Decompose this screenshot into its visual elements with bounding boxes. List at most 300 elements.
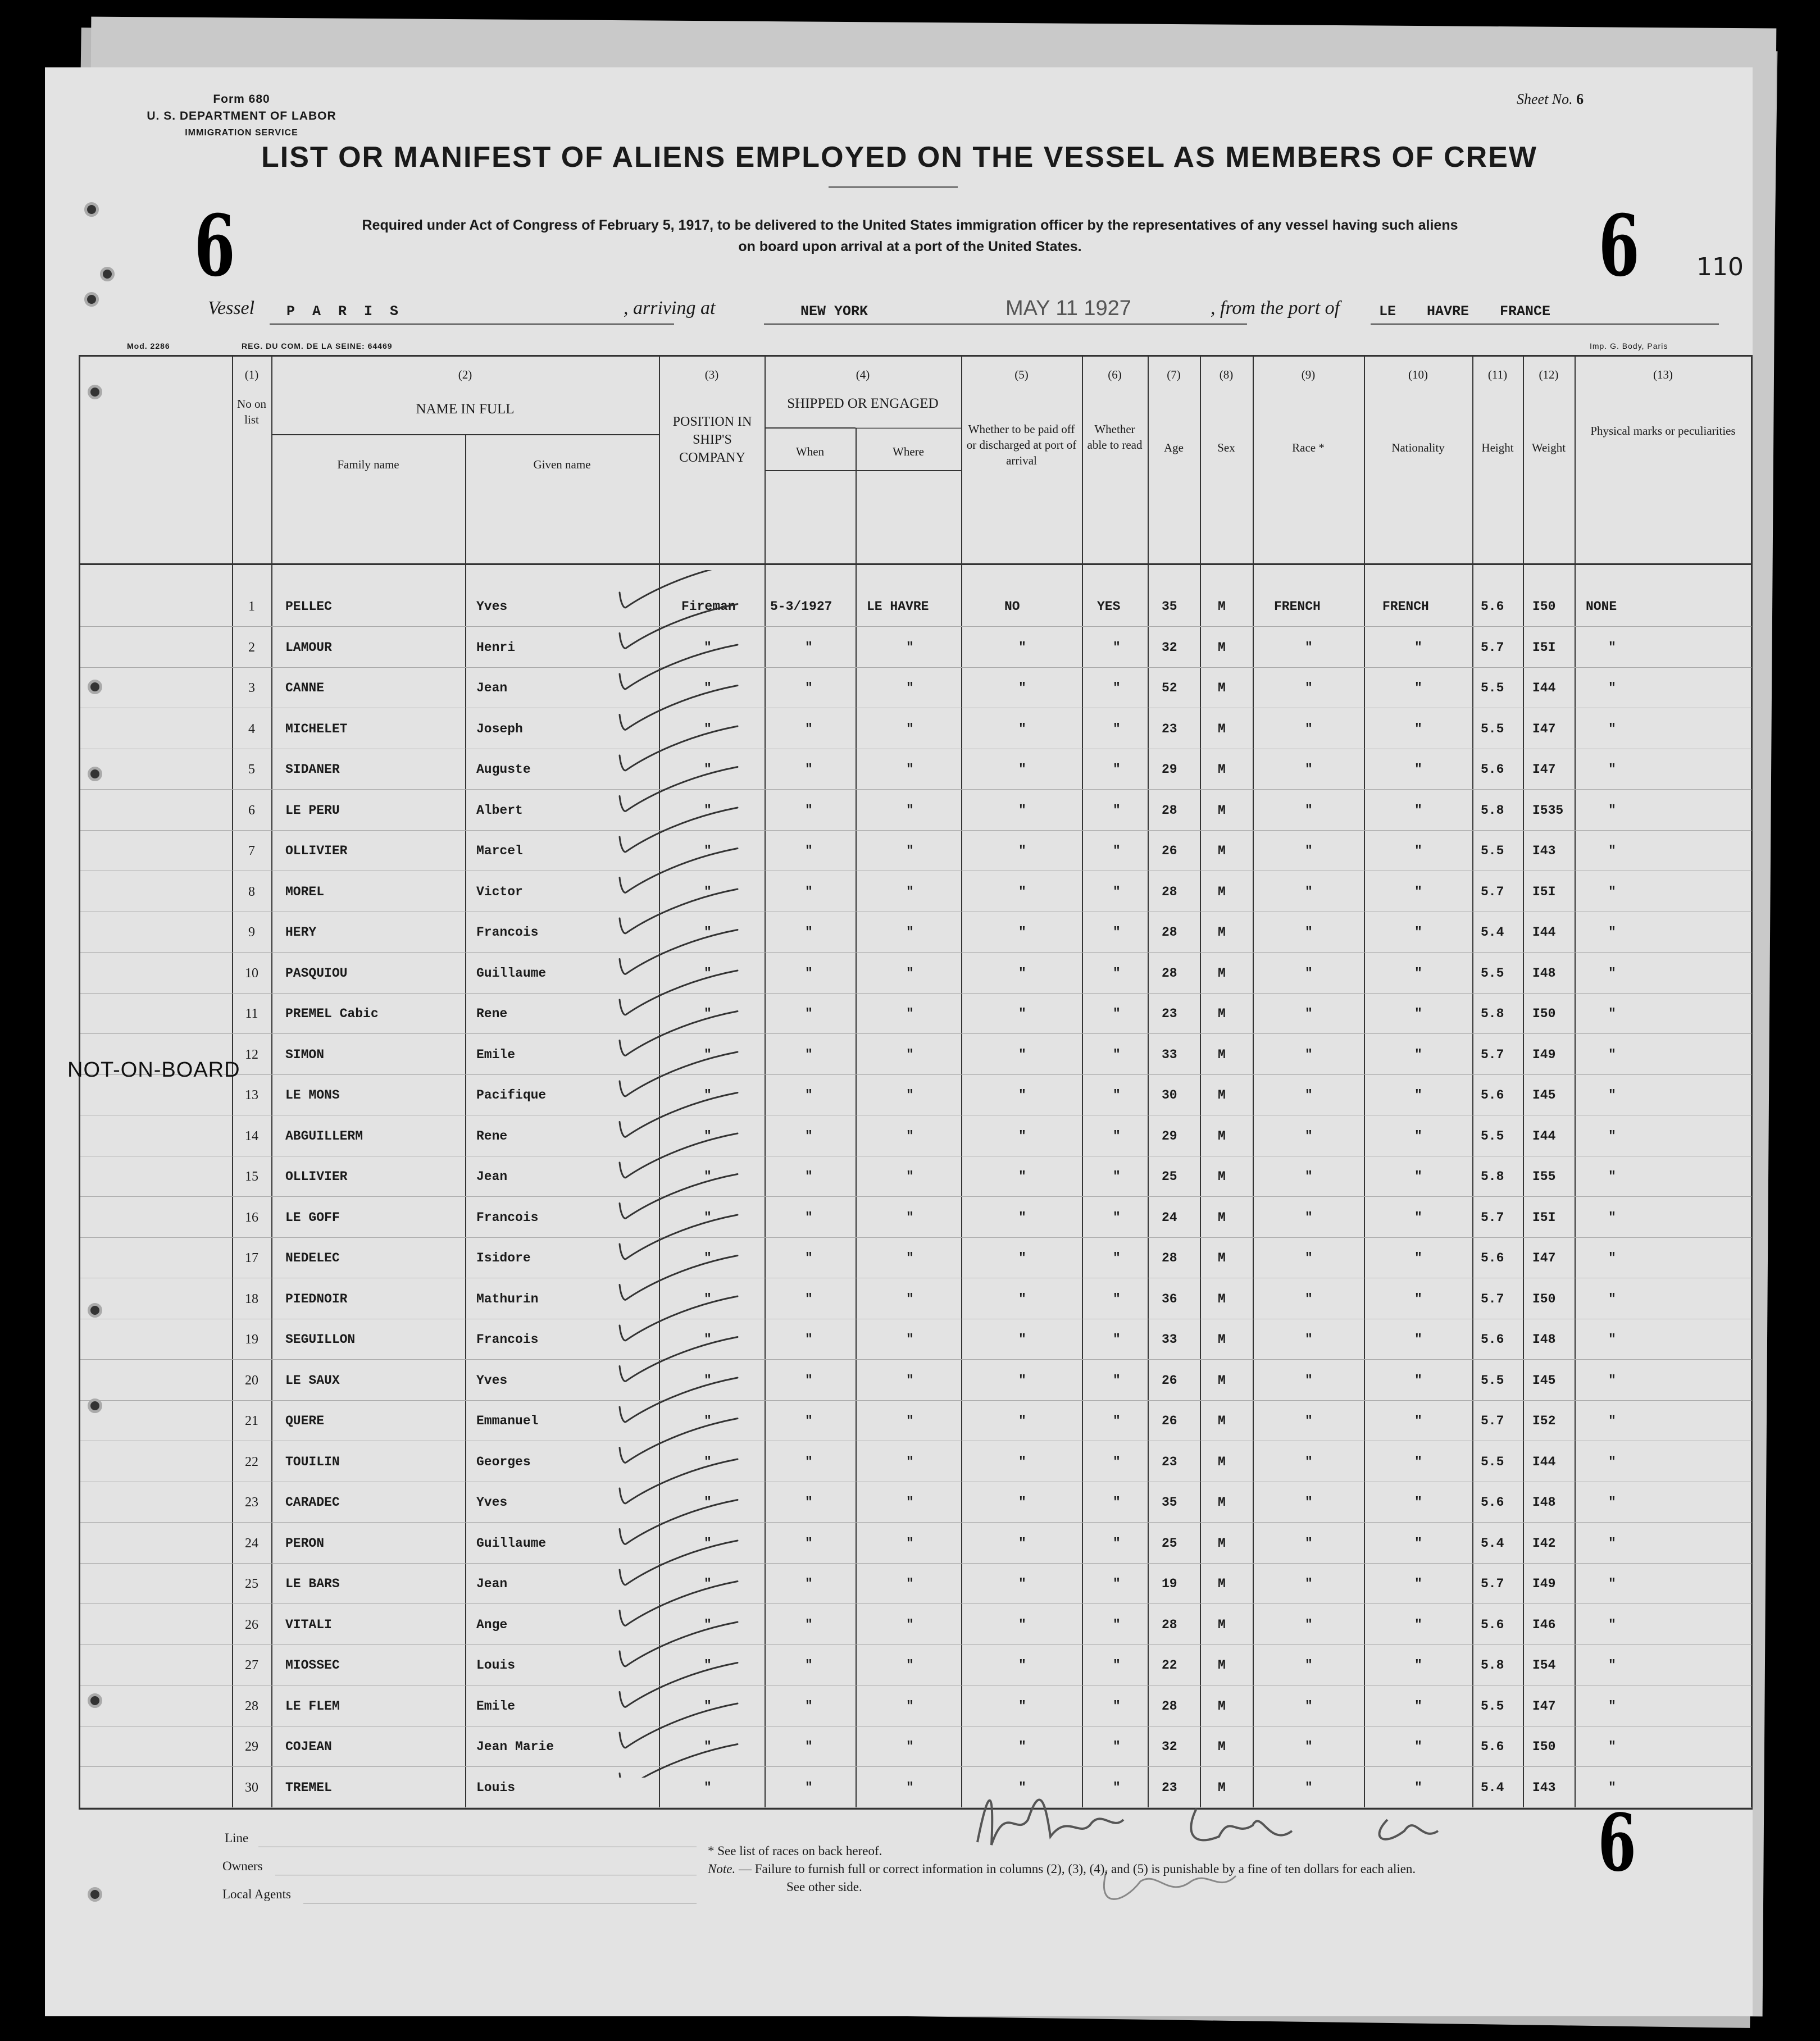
col-divider — [1082, 357, 1083, 1808]
family-name: LE MONS — [285, 1088, 340, 1102]
ditto-mark: " — [1305, 1577, 1313, 1591]
ditto-mark: " — [704, 1006, 712, 1021]
page-count: 110 — [1696, 253, 1744, 281]
ditto-mark: " — [704, 1169, 712, 1184]
check-mark — [620, 930, 738, 974]
family-name: PERON — [285, 1536, 325, 1551]
col-num-10: (10) — [1408, 368, 1428, 381]
given-name: Jean Marie — [476, 1739, 554, 1754]
family-name: ABGUILLERM — [285, 1128, 363, 1143]
row-number: 4 — [248, 721, 255, 736]
arriving-label: , arriving at — [624, 298, 716, 318]
ditto-mark: " — [805, 1251, 813, 1265]
crew-table — [79, 355, 1753, 1810]
col-divider — [1575, 357, 1576, 1808]
header-able-read: Whether able to read — [1087, 422, 1143, 452]
ditto-mark: " — [1113, 1251, 1121, 1265]
given-name: Louis — [476, 1780, 516, 1795]
row-number: 9 — [248, 925, 255, 940]
row-number: 8 — [248, 884, 255, 899]
check-mark — [620, 1582, 738, 1626]
from-label: , from the port of — [1211, 298, 1340, 318]
check-mark — [620, 1703, 738, 1748]
ditto-mark: " — [1414, 1047, 1422, 1062]
sex: M — [1218, 1454, 1226, 1469]
family-name: CARADEC — [285, 1495, 340, 1510]
weight: I47 — [1532, 1251, 1556, 1265]
ditto-mark: " — [704, 1780, 712, 1795]
ditto-mark: " — [906, 1128, 914, 1143]
row-1-paid-off: NO — [1004, 599, 1020, 614]
ditto-mark: " — [1414, 1577, 1422, 1591]
weight: I49 — [1532, 1047, 1556, 1062]
sex: M — [1218, 1128, 1226, 1143]
col-divider — [961, 357, 962, 1808]
ditto-mark: " — [1018, 1495, 1026, 1510]
ditto-mark: " — [1305, 1047, 1313, 1062]
age: 52 — [1162, 681, 1177, 695]
col-num-2: (2) — [458, 368, 472, 381]
ditto-mark: " — [1414, 1291, 1422, 1306]
sex: M — [1218, 925, 1226, 940]
ditto-mark: " — [805, 1332, 813, 1347]
row-divider — [271, 434, 659, 435]
sheet-number-large-bottom: 6 — [1598, 1797, 1636, 1889]
ditto-mark: " — [1018, 1454, 1026, 1469]
row-1-nationality: FRENCH — [1382, 599, 1429, 614]
check-mark — [620, 570, 738, 608]
ditto-mark: " — [906, 1251, 914, 1265]
height: 5.8 — [1481, 1658, 1504, 1673]
ditto-mark: " — [1113, 1536, 1121, 1551]
ditto-mark: " — [1608, 1739, 1616, 1754]
row-divider — [80, 1196, 1751, 1197]
ditto-mark: " — [805, 1780, 813, 1795]
ditto-mark: " — [1113, 1291, 1121, 1306]
age: 28 — [1162, 884, 1177, 899]
family-name: LE SAUX — [285, 1373, 340, 1388]
ditto-mark: " — [1608, 1128, 1616, 1143]
sex: M — [1218, 1291, 1226, 1306]
given-name: Mathurin — [476, 1291, 539, 1306]
from-port: LE HAVRE FRANCE — [1379, 303, 1551, 320]
punch-hole — [84, 292, 99, 307]
age: 32 — [1162, 640, 1177, 655]
row-number: 15 — [245, 1169, 258, 1184]
family-name: PELLEC — [285, 599, 332, 614]
ditto-mark: " — [704, 681, 712, 695]
ditto-mark: " — [1018, 1373, 1026, 1388]
age: 25 — [1162, 1536, 1177, 1551]
punch-hole — [88, 1303, 102, 1318]
row-divider — [80, 1033, 1751, 1034]
check-mark — [620, 726, 738, 771]
ditto-mark: " — [805, 1495, 813, 1510]
ditto-mark: " — [1414, 1495, 1422, 1510]
ditto-mark: " — [1608, 1047, 1616, 1062]
given-name: Marcel — [476, 844, 523, 858]
row-1-race: FRENCH — [1274, 599, 1321, 614]
family-name: OLLIVIER — [285, 844, 348, 858]
check-mark — [620, 1174, 738, 1219]
ditto-mark: " — [1608, 721, 1616, 736]
ditto-mark: " — [1305, 1332, 1313, 1347]
ditto-mark: " — [1305, 844, 1313, 858]
ditto-mark: " — [906, 965, 914, 981]
height: 5.4 — [1481, 1536, 1504, 1551]
ditto-mark: " — [1305, 925, 1313, 940]
age: 28 — [1162, 1617, 1177, 1632]
family-name: MICHELET — [285, 721, 348, 736]
col-num-9: (9) — [1301, 368, 1316, 381]
age: 26 — [1162, 1414, 1177, 1428]
given-name: Albert — [476, 803, 523, 818]
weight: I43 — [1532, 1780, 1556, 1795]
ditto-mark: " — [1414, 884, 1422, 899]
ditto-mark: " — [906, 1536, 914, 1551]
weight: I44 — [1532, 925, 1556, 940]
ditto-mark: " — [906, 1047, 914, 1062]
family-name: LE BARS — [285, 1577, 340, 1591]
height: 5.7 — [1481, 1577, 1504, 1591]
col-num-7: (7) — [1167, 368, 1181, 381]
ditto-mark: " — [1608, 1006, 1616, 1021]
ditto-mark: " — [1305, 1373, 1313, 1388]
given-name: Emile — [476, 1047, 516, 1062]
weight: I45 — [1532, 1373, 1556, 1388]
age: 23 — [1162, 1006, 1177, 1021]
col-num-8: (8) — [1219, 368, 1234, 381]
ditto-mark: " — [906, 640, 914, 655]
family-name: PIEDNOIR — [285, 1291, 348, 1306]
age: 33 — [1162, 1332, 1177, 1347]
weight: I52 — [1532, 1414, 1556, 1428]
ditto-mark: " — [906, 762, 914, 777]
given-name: Victor — [476, 884, 523, 899]
ditto-mark: " — [906, 1169, 914, 1184]
ditto-mark: " — [1305, 1698, 1313, 1714]
ditto-mark: " — [1113, 1128, 1121, 1143]
ditto-mark: " — [1305, 1128, 1313, 1143]
age: 28 — [1162, 965, 1177, 981]
ditto-mark: " — [1113, 762, 1121, 777]
family-name: PASQUIOU — [285, 965, 348, 981]
sex: M — [1218, 721, 1226, 736]
col-num-4: (4) — [856, 368, 870, 381]
date-underline — [1000, 324, 1247, 325]
ditto-mark: " — [1113, 1577, 1121, 1591]
ditto-mark: " — [1414, 721, 1422, 736]
ditto-mark: " — [704, 1047, 712, 1062]
check-mark — [620, 808, 738, 852]
subtitle — [180, 215, 1640, 257]
col-divider — [1200, 357, 1201, 1808]
row-divider — [80, 1644, 1751, 1645]
height: 5.7 — [1481, 1047, 1504, 1062]
ditto-mark: " — [805, 1088, 813, 1102]
check-mark — [620, 1337, 738, 1382]
height: 5.6 — [1481, 1739, 1504, 1754]
ditto-mark: " — [906, 884, 914, 899]
ditto-mark: " — [704, 1495, 712, 1510]
given-name: Rene — [476, 1006, 508, 1021]
ditto-mark: " — [1113, 1495, 1121, 1510]
ditto-mark: " — [1608, 1210, 1616, 1225]
ditto-mark: " — [704, 1210, 712, 1225]
check-mark — [620, 1052, 738, 1096]
ditto-mark: " — [1113, 1617, 1121, 1632]
ditto-mark: " — [906, 1658, 914, 1673]
ditto-mark: " — [1608, 925, 1616, 940]
ditto-mark: " — [805, 1128, 813, 1143]
given-name: Henri — [476, 640, 516, 655]
not-on-board-stamp: NOT-ON-BOARD — [67, 1058, 240, 1082]
family-name: COJEAN — [285, 1739, 332, 1754]
check-mark — [620, 849, 738, 893]
ditto-mark: " — [906, 1577, 914, 1591]
sex: M — [1218, 681, 1226, 695]
printer: Imp. G. Body, Paris — [1590, 341, 1668, 350]
ditto-mark: " — [805, 640, 813, 655]
weight: I535 — [1532, 803, 1564, 818]
row-number: 1 — [248, 599, 255, 614]
height: 5.4 — [1481, 925, 1504, 940]
ditto-mark: " — [1608, 1169, 1616, 1184]
ditto-mark: " — [704, 884, 712, 899]
row-number: 2 — [248, 640, 255, 655]
given-name: Emile — [476, 1698, 516, 1714]
row-divider — [80, 1074, 1751, 1075]
weight: I48 — [1532, 1332, 1556, 1347]
family-name: LAMOUR — [285, 640, 332, 655]
ditto-mark: " — [805, 1047, 813, 1062]
weight: I50 — [1532, 1291, 1556, 1306]
sheet-value: 6 — [1576, 91, 1584, 107]
punch-hole — [88, 680, 102, 694]
ditto-mark: " — [1608, 681, 1616, 695]
header-shipped: SHIPPED OR ENGAGED — [787, 396, 939, 411]
ditto-mark: " — [1018, 1617, 1026, 1632]
punch-hole — [88, 1693, 102, 1708]
header-position: POSITION IN SHIP'S COMPANY — [672, 414, 752, 465]
family-name: SIMON — [285, 1047, 325, 1062]
ditto-mark: " — [1305, 1291, 1313, 1306]
height: 5.8 — [1481, 1169, 1504, 1184]
ditto-mark: " — [1305, 1454, 1313, 1469]
row-divider — [80, 1400, 1751, 1401]
sex: M — [1218, 599, 1226, 614]
ditto-mark: " — [704, 1291, 712, 1306]
sheet-number-large-left: 6 — [194, 197, 235, 295]
row-number: 23 — [245, 1495, 258, 1510]
ditto-mark: " — [1018, 1658, 1026, 1673]
check-mark — [620, 1012, 738, 1056]
given-name: Yves — [476, 599, 508, 614]
ditto-mark: " — [805, 1291, 813, 1306]
ditto-mark: " — [704, 1617, 712, 1632]
sex: M — [1218, 762, 1226, 777]
ditto-mark: " — [1414, 640, 1422, 655]
check-mark — [620, 686, 738, 730]
row-divider — [80, 1522, 1751, 1523]
col-divider — [1472, 357, 1473, 1808]
service: IMMIGRATION SERVICE — [185, 128, 298, 138]
age: 28 — [1162, 1251, 1177, 1265]
weight: I5I — [1532, 884, 1556, 899]
ditto-mark: " — [906, 1291, 914, 1306]
header-divider — [80, 563, 1751, 565]
ditto-mark: " — [1113, 1454, 1121, 1469]
ditto-mark: " — [1018, 1780, 1026, 1795]
family-name: TOUILIN — [285, 1454, 340, 1469]
footer-owners-label: Owners — [222, 1859, 263, 1873]
ditto-mark: " — [704, 762, 712, 777]
ditto-mark: " — [906, 925, 914, 940]
given-name: Guillaume — [476, 965, 547, 981]
ditto-mark: " — [805, 762, 813, 777]
weight: I42 — [1532, 1536, 1556, 1551]
weight: I46 — [1532, 1617, 1556, 1632]
family-name: SIDANER — [285, 762, 340, 777]
weight: I50 — [1532, 1739, 1556, 1754]
ditto-mark: " — [1414, 965, 1422, 981]
weight: I54 — [1532, 1658, 1556, 1673]
ditto-mark: " — [805, 1617, 813, 1632]
family-name: SEGUILLON — [285, 1332, 356, 1347]
age: 29 — [1162, 762, 1177, 777]
ditto-mark: " — [1018, 1739, 1026, 1754]
ditto-mark: " — [1305, 965, 1313, 981]
ditto-mark: " — [805, 721, 813, 736]
age: 36 — [1162, 1291, 1177, 1306]
family-name: TREMEL — [285, 1780, 332, 1795]
arriving-underline — [764, 324, 1011, 325]
ditto-mark: " — [1608, 1414, 1616, 1428]
age: 30 — [1162, 1088, 1177, 1102]
from-underline — [1371, 324, 1719, 325]
col-divider — [1253, 357, 1254, 1808]
ditto-mark: " — [1305, 1658, 1313, 1673]
weight: I44 — [1532, 1128, 1556, 1143]
given-name: Jean — [476, 681, 508, 695]
row-number: 13 — [245, 1088, 258, 1102]
header-family-name: Family name — [337, 458, 399, 471]
ditto-mark: " — [1018, 1332, 1026, 1347]
note-label: Note. — [708, 1862, 736, 1876]
ditto-mark: " — [1414, 1454, 1422, 1469]
given-name: Louis — [476, 1658, 516, 1673]
row-number: 18 — [245, 1291, 258, 1306]
row-1-where: LE HAVRE — [867, 599, 929, 614]
ditto-mark: " — [704, 1088, 712, 1102]
sex: M — [1218, 965, 1226, 981]
ditto-mark: " — [704, 640, 712, 655]
ditto-mark: " — [704, 965, 712, 981]
given-name: Yves — [476, 1373, 508, 1388]
row-1-when: 5-3/1927 — [770, 599, 832, 614]
ditto-mark: " — [1414, 681, 1422, 695]
sex: M — [1218, 1495, 1226, 1510]
row-number: 20 — [245, 1373, 258, 1388]
ditto-mark: " — [805, 925, 813, 940]
sex: M — [1218, 1373, 1226, 1388]
age: 22 — [1162, 1658, 1177, 1673]
given-name: Guillaume — [476, 1536, 547, 1551]
punch-hole — [88, 1887, 102, 1902]
height: 5.7 — [1481, 1414, 1504, 1428]
row-1-position: Fireman — [681, 599, 736, 614]
ditto-mark: " — [1414, 1088, 1422, 1102]
check-mark — [620, 889, 738, 933]
row-number: 29 — [245, 1739, 258, 1754]
fine-note — [708, 1860, 1719, 1878]
weight: I55 — [1532, 1169, 1556, 1184]
row-number: 25 — [245, 1577, 258, 1591]
ditto-mark: " — [1018, 1088, 1026, 1102]
col-divider — [765, 357, 766, 1808]
ditto-mark: " — [704, 1698, 712, 1714]
ditto-mark: " — [1113, 1780, 1121, 1795]
header-race: Race * — [1292, 441, 1325, 454]
sheet-label: Sheet No. — [1517, 91, 1573, 107]
family-name: CANNE — [285, 681, 325, 695]
header-nationality: Nationality — [1391, 441, 1445, 454]
ditto-mark: " — [1018, 640, 1026, 655]
ditto-mark: " — [1305, 721, 1313, 736]
signature — [955, 1752, 1517, 1921]
row-number: 10 — [245, 965, 258, 981]
row-divider — [80, 1603, 1751, 1604]
ditto-mark: " — [1113, 1332, 1121, 1347]
ditto-mark: " — [906, 803, 914, 818]
ditto-mark: " — [1608, 884, 1616, 899]
ditto-mark: " — [805, 1536, 813, 1551]
age: 32 — [1162, 1739, 1177, 1754]
ditto-mark: " — [1305, 1780, 1313, 1795]
mod-number: Mod. 2286 — [127, 341, 170, 350]
ditto-mark: " — [704, 1414, 712, 1428]
check-mark — [620, 604, 738, 649]
height: 5.5 — [1481, 721, 1504, 736]
ditto-mark: " — [1414, 1210, 1422, 1225]
sex: M — [1218, 844, 1226, 858]
col-divider — [1148, 357, 1149, 1808]
subtitle-line-1: Required under Act of Congress of February 5, 1917, to be delivered to the United States immigration officer by the representatives of any vessel having such aliens — [362, 217, 1458, 233]
ditto-mark: " — [805, 884, 813, 899]
weight: I47 — [1532, 762, 1556, 777]
height: 5.5 — [1481, 1454, 1504, 1469]
ditto-mark: " — [1608, 1495, 1616, 1510]
registry: REG. DU COM. DE LA SEINE: 64469 — [242, 341, 393, 350]
vessel-underline — [270, 324, 674, 325]
ditto-mark: " — [1113, 965, 1121, 981]
sex: M — [1218, 1088, 1226, 1102]
ditto-mark: " — [1414, 1698, 1422, 1714]
ditto-mark: " — [1608, 844, 1616, 858]
ditto-mark: " — [1608, 1373, 1616, 1388]
given-name: Jean — [476, 1169, 508, 1184]
check-mark — [620, 1541, 738, 1585]
height: 5.7 — [1481, 640, 1504, 655]
ditto-mark: " — [1018, 1577, 1026, 1591]
row-divider — [80, 1359, 1751, 1360]
ditto-mark: " — [1018, 884, 1026, 899]
ditto-mark: " — [906, 1495, 914, 1510]
row-divider — [80, 1237, 1751, 1238]
family-name: MOREL — [285, 884, 325, 899]
ditto-mark: " — [805, 1169, 813, 1184]
ditto-mark: " — [1414, 1373, 1422, 1388]
